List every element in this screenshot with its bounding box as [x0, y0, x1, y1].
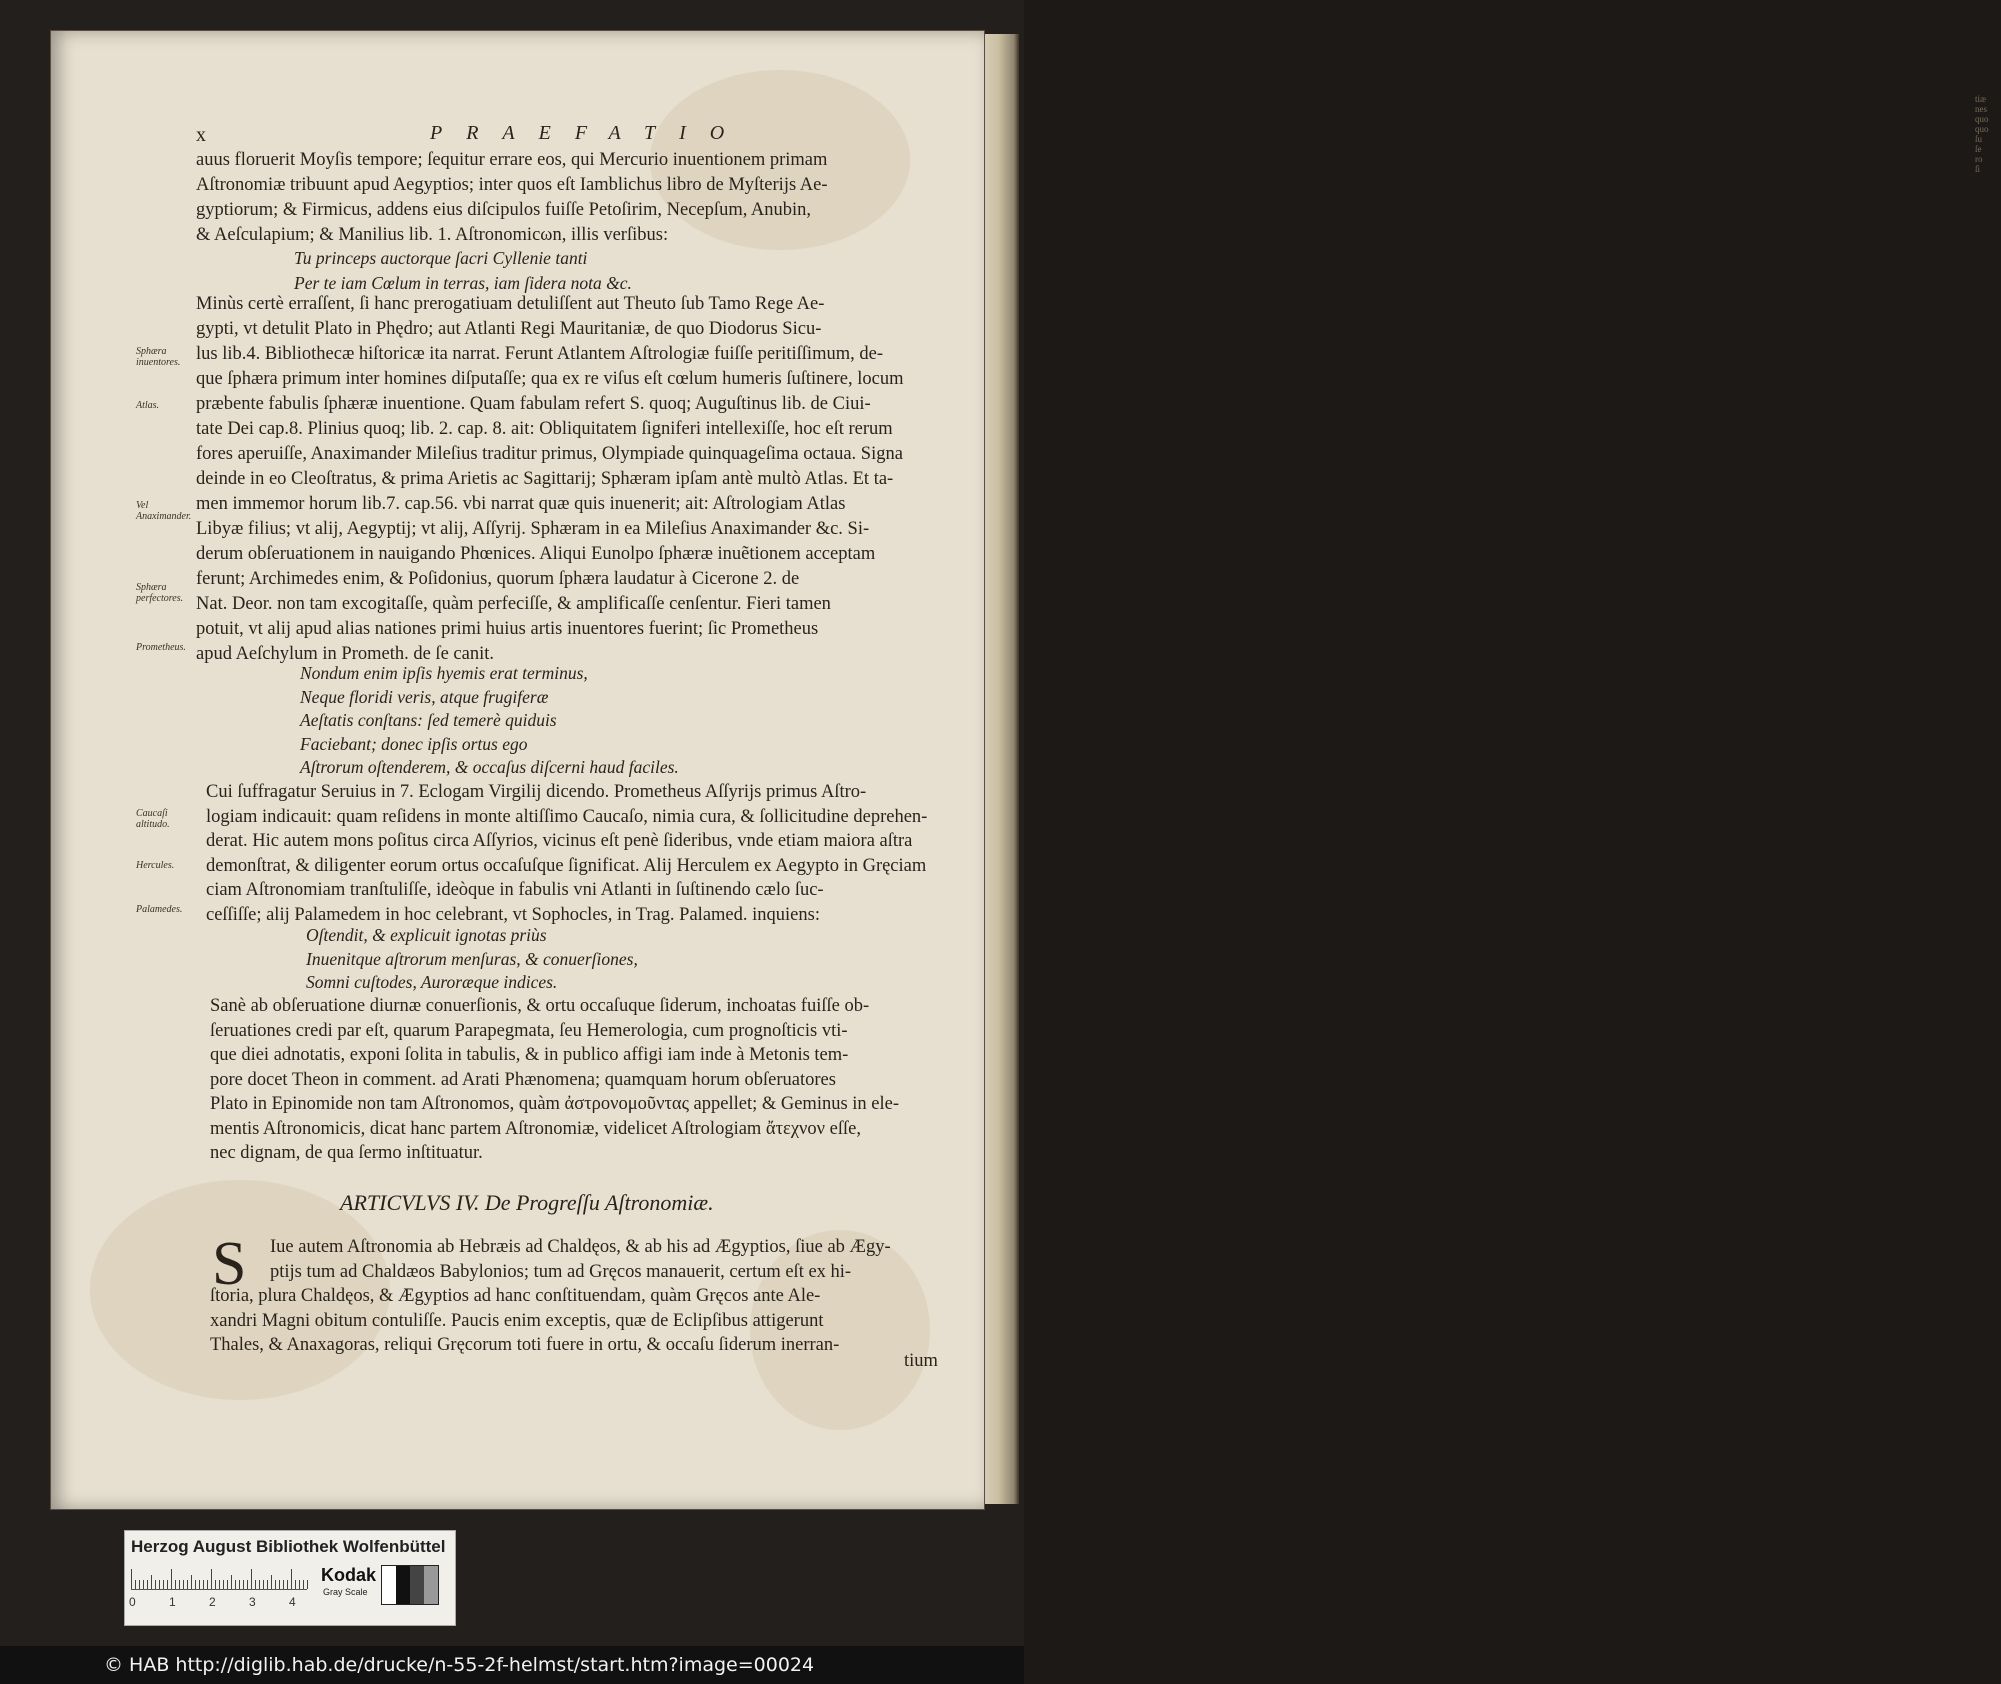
drop-cap: S: [212, 1230, 247, 1298]
margin-note: Atlas.: [136, 400, 160, 411]
text-line: gyptiorum; & Firmicus, addens eius diſcipulos fuiſſe Petoſirim, Necepſum, Anubin,: [196, 200, 812, 220]
text-line: Libyæ filius; vt alij, Aegyptij; vt alij, Aſſyrij. Sphæram in ea Mileſius Anaximander &c. Si-: [196, 519, 870, 539]
scale-tick: [131, 1569, 132, 1589]
margin-note: Hercules.: [136, 860, 175, 871]
scale-tick: [211, 1569, 212, 1589]
verse-line: Per te iam Cœlum in terras, iam ſidera nota &c.: [294, 273, 632, 293]
scale-tick: [195, 1580, 196, 1589]
scale-tick: [139, 1580, 140, 1589]
section-heading: ARTICVLVS IV. De Progreſſu Aſtronomiæ.: [340, 1190, 714, 1215]
margin-note: Palamedes.: [136, 904, 183, 915]
text-line: derat. Hic autem mons poſitus circa Aſſyrios, vicinus eſt penè ſideribus, vnde etiam maiora aſtra: [206, 831, 913, 851]
text-line: ptijs tum ad Chaldæos Babylonios; tum ad Gręcos manauerit, certum eſt ex hi-: [270, 1261, 852, 1282]
scale-tick: [183, 1580, 184, 1589]
scale-tick: [231, 1575, 232, 1589]
text-line: Sanè ab obſeruatione diurnæ conuerſionis, & ortu occaſuque ſiderum, inchoatas fuiſſe ob-: [210, 996, 870, 1016]
scale-tick: [179, 1580, 180, 1589]
scale-tick: [235, 1580, 236, 1589]
text-line: gypti, vt detulit Plato in Phędro; aut Atlanti Regi Mauritaniæ, de quo Diodorus Sicu-: [196, 319, 822, 339]
text-line: Minùs certè erraſſent, ſi hanc prerogatiuam detuliſſent aut Theuto ſub Tamo Rege Ae-: [196, 294, 825, 314]
scale-tick: [147, 1580, 148, 1589]
text-line: Nat. Deor. non tam excogitaſſe, quàm perfeciſſe, & amplificaſſe cenſentur. Fieri tamen: [196, 594, 831, 614]
scale-tick: [307, 1580, 308, 1589]
margin-note: Caucaſi altitudo.: [136, 808, 170, 830]
scale-tick: [167, 1580, 168, 1589]
text-line: lus lib.4. Bibliothecæ hiſtoricæ ita narrat. Ferunt Atlantem Aſtrologiæ fuiſſe peritiſſimum, de-: [196, 344, 883, 364]
text-line: potuit, vt alij apud alias nationes primi huius artis inuentores fuerint; ſic Prometheus: [196, 619, 819, 639]
next-page-edge: tiæ nes quo quo ſu ſe ro ſi: [985, 34, 1019, 1504]
scale-tick: [199, 1580, 200, 1589]
scale-tick: [239, 1580, 240, 1589]
scale-tick: [159, 1580, 160, 1589]
footer-bar: [0, 1646, 1024, 1684]
scale-tick: [187, 1580, 188, 1589]
scale-tick: [271, 1575, 272, 1589]
text-line: auus floruerit Moyſis tempore; ſequitur errare eos, qui Mercurio inuentionem primam: [196, 150, 828, 170]
text-line: derum obſeruationem in nauigando Phœnices. Aliqui Eunolpo ſphæræ inuẽtionem acceptam: [196, 544, 876, 564]
scale-tick: [207, 1580, 208, 1589]
text-line: tate Dei cap.8. Plinius quoq; lib. 2. cap. 8. ait: Obliquitatem ſigniferi intellexiſſe, hoc eſt rerum: [196, 419, 893, 439]
scale-tick: [275, 1580, 276, 1589]
text-line: ferunt; Archimedes enim, & Poſidonius, quorum ſphæra laudatur à Cicerone 2. de: [196, 569, 800, 589]
scale-tick: [303, 1580, 304, 1589]
verse-line: Oſtendit, & explicuit ignotas priùs: [306, 925, 547, 945]
scale-tick: [295, 1580, 296, 1589]
text-line: præbente fabulis ſphæræ inuentione. Quam fabulam refert S. quoq; Auguſtinus lib. de Ciui-: [196, 394, 871, 414]
scale-tick: [155, 1580, 156, 1589]
margin-note: Prometheus.: [136, 642, 186, 653]
scale-tick: [255, 1580, 256, 1589]
scale-tick: [223, 1580, 224, 1589]
text-line: Aſtronomiæ tribuunt apud Aegyptios; inter quos eſt Iamblichus libro de Myſterijs Ae-: [196, 175, 828, 195]
gray-scale-swatches: [381, 1565, 439, 1605]
scale-tick: [171, 1569, 172, 1589]
verse-line: Aſtrorum oſtenderem, & occaſus diſcerni haud faciles.: [300, 757, 679, 777]
text-line: deinde in eo Cleoſtratus, & prima Arietis ac Sagittarij; Sphæram ipſam antè multò Atlas. Et ta-: [196, 469, 894, 489]
copyright-text: © HAB http://diglib.hab.de/drucke/n-55-2f-helmst/start.htm?image=00024: [104, 1654, 815, 1676]
verse-line: Aeſtatis conſtans: ſed temerè quiduis: [300, 710, 557, 730]
text-line: apud Aeſchylum in Prometh. de ſe canit.: [196, 644, 494, 664]
text-line: ſeruationes credi par eſt, quarum Parapegmata, ſeu Hemerologia, cum prognoſticis vti-: [210, 1020, 848, 1041]
scale-number: 2: [209, 1595, 216, 1609]
text-line: ciam Aſtronomiam tranſtuliſſe, ideòque in fabulis vni Atlanti in ſuſtinendo cælo ſuc-: [206, 880, 824, 900]
scale-tick: [279, 1580, 280, 1589]
scale-tick: [227, 1580, 228, 1589]
scale-tick: [135, 1580, 136, 1589]
text-line: Iue autem Aſtronomia ab Hebræis ad Chaldęos, & ab his ad Ægyptios, ſiue ab Ægy-: [270, 1237, 891, 1257]
scale-tick: [219, 1580, 220, 1589]
text-line: Cui ſuffragatur Seruius in 7. Eclogam Virgilij dicendo. Prometheus Aſſyrijs primus Aſtro-: [206, 782, 867, 802]
text-line: ceſſiſſe; alij Palamedem in hoc celebrant, vt Sophocles, in Trag. Palamed. inquiens:: [206, 904, 820, 925]
verse-line: Tu princeps auctorque ſacri Cyllenie tanti: [294, 248, 588, 268]
page-number: x: [196, 124, 206, 146]
scale-tick: [163, 1580, 164, 1589]
gray-scale-label: Gray Scale: [323, 1587, 368, 1597]
scale-number: 4: [289, 1595, 296, 1609]
scale-tick: [203, 1580, 204, 1589]
text-line: nec dignam, de qua ſermo inſtituatur.: [210, 1143, 483, 1163]
scale-tick: [247, 1580, 248, 1589]
text-line: que diei adnotatis, exponi ſolita in tabulis, & in publico affigi iam inde à Metonis tem-: [210, 1045, 849, 1065]
verse-line: Somni cuſtodes, Auroræque indices.: [306, 972, 558, 992]
scale-tick: [291, 1569, 292, 1589]
catchword: tium: [904, 1351, 938, 1371]
verse-line: Neque floridi veris, atque frugiferæ: [300, 686, 549, 707]
kodak-logo: Kodak: [321, 1565, 377, 1585]
verse-line: Faciebant; donec ipſis ortus ego: [300, 733, 528, 754]
scale-tick: [175, 1580, 176, 1589]
text-line: Plato in Epinomide non tam Aſtronomos, quàm ἀστρονομοῦντας appellet; & Geminus in ele-: [210, 1094, 900, 1114]
scale-tick: [151, 1575, 152, 1589]
library-name: Herzog August Bibliothek Wolfenbüttel: [131, 1537, 446, 1556]
text-line: demonſtrat, & diligenter eorum ortus occaſuſque ſignificat. Alij Herculem ex Aegypto in Gręciam: [206, 855, 927, 876]
text-line: fores aperuiſſe, Anaximander Mileſius traditur primus, Olympiade quinquageſima octaua. Signa: [196, 444, 903, 464]
scale-tick: [191, 1575, 192, 1589]
scale-tick: [267, 1580, 268, 1589]
scale-tick: [287, 1580, 288, 1589]
scale-tick: [263, 1580, 264, 1589]
scale-bar: [131, 1569, 307, 1590]
verse-line: Nondum enim ipſis hyemis erat terminus,: [300, 663, 588, 683]
text-line: logiam indicauit: quam reſidens in monte altiſſimo Caucaſo, nimia cura, & ſollicitudine deprehen-: [206, 806, 928, 827]
scale-number: 1: [169, 1595, 176, 1609]
scale-number: 0: [129, 1595, 136, 1609]
scale-tick: [215, 1580, 216, 1589]
scale-tick: [143, 1580, 144, 1589]
text-line: men immemor horum lib.7. cap.56. vbi narrat quæ quis inuenerit; ait: Aſtrologiam Atlas: [196, 494, 846, 514]
text-line: pore docet Theon in comment. ad Arati Phænomena; quamquam horum obſeruatores: [210, 1069, 836, 1090]
text-line: ſtoria, plura Chaldęos, & Ægyptios ad hanc conſtituendam, quàm Gręcos ante Ale-: [210, 1286, 821, 1306]
scale-tick: [251, 1569, 252, 1589]
text-line: mentis Aſtronomicis, dicat hanc partem Aſtronomiæ, videlicet Aſtrologiam ἄτεχνον eſſe,: [210, 1118, 861, 1139]
text-line: Thales, & Anaxagoras, reliqui Gręcorum toti fuere in ortu, & occaſu ſiderum inerran-: [210, 1335, 840, 1355]
margin-note: Sphæra inuentores.: [136, 346, 181, 368]
text-line: que ſphæra primum inter homines diſputaſſe; qua ex re viſus eſt cœlum humeris ſuſtinere, locum: [196, 369, 904, 389]
scale-tick: [299, 1580, 300, 1589]
verse-line: Inuenitque aſtrorum menſuras, & conuerſiones,: [306, 948, 638, 969]
color-calibration-card: [124, 1530, 456, 1626]
margin-note: Vel Anaximander.: [136, 500, 192, 522]
running-header: PRAEFATIO: [430, 122, 749, 144]
scale-tick: [243, 1580, 244, 1589]
scale-tick: [283, 1580, 284, 1589]
text-line: & Aeſculapium; & Manilius lib. 1. Aſtronomicωn, illis verſibus:: [196, 225, 669, 245]
margin-note: Sphæra perfectores.: [136, 582, 184, 604]
scale-number: 3: [249, 1595, 256, 1609]
text-line: xandri Magni obitum contuliſſe. Paucis enim exceptis, quæ de Eclipſibus attigerunt: [210, 1310, 824, 1331]
scale-tick: [259, 1580, 260, 1589]
